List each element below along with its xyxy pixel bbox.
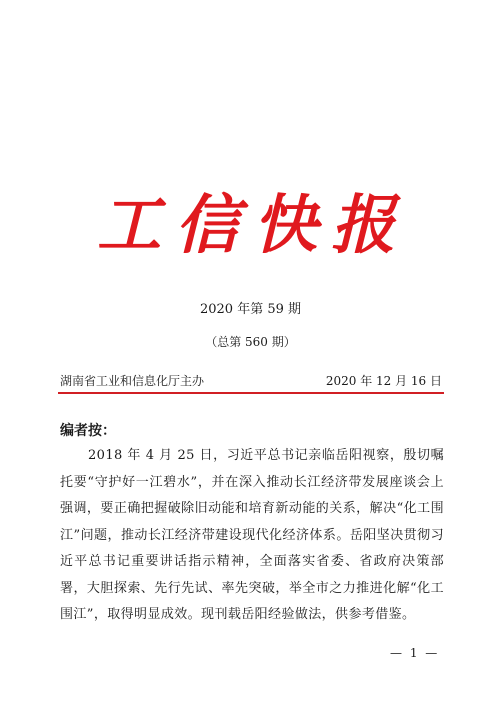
- publish-date: 2020 年 12 月 16 日: [325, 374, 442, 388]
- header-divider: [58, 392, 444, 394]
- total-issue-number: （总第 560 期）: [205, 335, 296, 349]
- masthead-title: 工信快报: [97, 188, 409, 263]
- publisher: 湖南省工业和信息化厅主办: [60, 374, 205, 388]
- publication-meta: [60, 372, 442, 389]
- editor-note-heading: 编者按：: [60, 423, 116, 439]
- editor-note-body: 2018 年 4 月 25 日，习近平总书记亲临岳阳视察，殷切嘱托要“守护好一江碧水”，并在深入推动长江经济带发展座谈会上强调，要正确把握破除旧动能和培育新动能的关系，解决“化工围江”问题，推动长江经济带建设现代化经济体系。岳阳坚决贯彻习近平总书记重要讲话指示精神，全面落实省委、省政府决策部署，大胆探索、先行先试、率先突破，举全市之力推进化解“化工围江”，取得明显成效。现刊载岳阳经验做法，供参考借鉴。: [60, 448, 444, 622]
- issue-number: 2020 年第 59 期: [199, 302, 302, 317]
- page-number: — 1 —: [390, 646, 440, 660]
